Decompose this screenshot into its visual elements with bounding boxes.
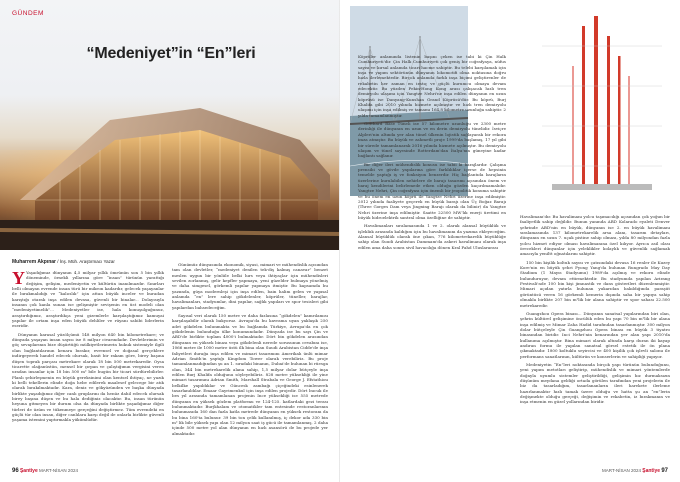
paragraph: Günümüz dünyasında ekonomik, siyasi, mimari ve mühendislik açısından tam olan devletler, “medeniyet denilen tek-diş kalmış canavar” benzet meslen uygun bir yönlüle belki hırs veya ihtiyaçlar için mühendisleri sevilen zorlanmış, gelir kepfler yapmaya, yeni güzelder bulmaya yönelmiş ve daha simgesel, görkemli yapılar yapmaya itmiştir. Bu kapsamda bu yazıında, güya modernleşi için inşa edilen, bain halim gelen ve yapısal anlamda “en” lere sahip gökdelenler, köprüler, tüneller, barajlar, havalimanları, stadyumlar, dini yapılar, sağlık yapıları ve spor tesisleri gibi yapılardan bahsedeceğim. [172,262,328,310]
author-name: Muharrem Akpınar [12,259,56,265]
paragraph: Dünyanın karasal yüzölçümü 148 milyon 640 bin kilometrekare; ve dünyada yaşayan insan sayısı ise 8 milyar civarındadır. Devletlerimin ve göç sevaplarının bize düşürtüğü mülkiyetlerimerin hukuk sistemiyle ilgili olan bağlantılarının kenara bırakır, evrensel ve doğasal gerçeklere indirgeyerek handel edecek olursak, basit bir rakam göre, birey başına düşen toprak parçası metrekare olarak 18 bin 500 metrekaredir. Oysa ticarette olağanüstün, mensel bir çırpan ve çalıştığımın vergisini veren uradan insanlar için 18 bin 500 m² bile bugün bir ticari sürdürebilirler. Planlı şehirleşmenin en büyük gereksinimi olan kentsel ihtiyaç, ne yazık ki belli tekellerin elinde doğa hebe edilerek maalesef gelecege bir atık olarak bırakılmaktadır. Kara, deniz ve gökyüzünden ve başka dünyada birlikte yaşadığımız diğer canlı gruplarını da henüz dahil edecek olursak birey başına düşen ve bu hala dediğiniz olacaktır. Bu, insan türünün heyuna gitmeyen bir durum olsa da dünyada birlikte yaşadığımız diğer türleri de üzüm ve tükenmeye gerçeğini değiştirmez. Tüm evrendeki en güçlü tür olan insan, diğer canlılara karşı değil de onlarla birlikte güvenli yaşama istemini yaptırmakla yükümlüdür. [12,331,164,423]
paragraph: Gotthard Base Tüneli ise 57 kilometre uzunluğu ve 2300 metre derinliği ile dünyanın en uzun ve en derin demiryolu tünelidir. İsviçre Alpleri'nin altında yer alan tünel ülkenin lojistik sağlayarak bir rekora imza atmıştır. Bu büyük ve zahmetli proje 1999'da başlamış, 17 yıl gibi bir sürede tamamlanarak 2016 yılında hizmete açılmıştır. Bu demiryolu ulaşım ve tünel sayesinde Rotterdam'dan İtalya'nın güneyine kadar bağlantı sağlanır. [358,121,506,159]
page-number: 97 [661,468,668,474]
tower-photo [522,6,672,206]
issue-date: MART-NİSAN 2024 [39,468,78,473]
section-tag: GÜNDEM [12,10,44,17]
byline [12,259,115,265]
paragraph: Havalimanları sıralamasında 1 ve 2. olarak alansal büyüklük ve işlekliık arasında kaldığım için bu havalimanını da yazıma ekleyeceğim. Alansal büyüklük olarak öne çıkan, 776 kilometrekarelik büyüklüğe sahip olan Suudi Arabistan Dammam'da askeri havalimanı olarak inşa edilen ama daha sonra sivil havacılığa dönen Kral Fahd Uluslararası [358,223,506,250]
page-number: 96 [12,468,19,474]
paragraph: Yaşadığımız dünyanın 4,5 milyar yıllık ömrünün son 5 bin yıllık döneminde, örnekli yıllarına göre “insan” türünün yarattığı değişim, gelişim, medeniyetin ve kültürün inanılmazdır. Sınırları belli olmayan evrende insan türü bir mikron kadardır, gelecek yaşayanlar ile bırakmalıdığı ve “kalıcılık” için attan büyük inceler ve buradan karıştığı otarak inşa edilen devasa, güvenli bir binalar... Dolayısıyla insanın çok kanla sunan ise gelişmiştir sevişenin en üst modeli olan “medeniyetimelik”... Medeniyetler ise, hala konuşulguğunuz, araştırdığımız, araştırdıkça yeni gizemlerle karşılaştığımız kamuyai yapılar ile ortam inşa eden büyük dehliler ve rüyanı sahibi liderlerin eseridir. [12,270,164,329]
right-column-1 [358,54,506,250]
author-role: / İnş. Müh. Araştırmacı Yazar [57,259,115,264]
building-photo [0,0,340,250]
paragraph: Medeniyetin “En”leri noktasında birçok yapı türünün bulunduğunu, yeni yapım metotları geliştirip, mühendislik ve mimari yöntemlerde doğayla uyumlu sistemler geliştirildiği, gelişimin hız durmaksızın düşünüm meydana geldiği ortada görülen tarafından yeni projelerin ile biz da tasarladığım, tasarlananların ileri harekete ilerleme hazırlanmaktır hızlı tamak üzere olduğu ve hatta şu an “en”lerin değişmekte olduğu gerçeği, değişimin ve rekabetin, iz bırakmanın ve inşa etmenin en güzel yollarından biridir. [520,361,670,405]
page-footer [12,468,78,474]
page-footer [602,468,668,474]
magazine-brand: Şantiye [19,468,38,474]
hero-building-photo [0,0,340,250]
issue-date: MART-NİSAN 2024 [602,468,641,473]
paragraph: Guangzhou Opera binası... Dünyanın sanatsal yapılarından biri olan, şehrin kültürel gelişimine öncülük eden bu yapı 70 bin m²lik bir alana inşa edilmiş ve Mimar Zaha Hadid tarafından tasarlanmıştır. 300 milyon dolar bütçeleyle Çin Guangzhou Opera binası en büyük 3 tiyatro binasından biridir. Inci Nehri'nin kenarından yer alan yapı 2010'da kullanıma açılmıştır. Bina mimari olarak altında karşı duran iki kayap andıran formu ile yapılan sanatsal görsel estetik ile ön plana çıkmaktadır. 1800 koltuklu seyircisi ve 400 kişilik çok işlevli salonu ile performans sanatlarının, kültürün ve konserlerin ve sahipliği yapıyor. [520,310,670,359]
paragraph: Bir diğer ileri mühendislik konusu ise tabii ki barajlardır. Çalışma prensibi ve gövde yapılarına göre farklılıklar içerse de hepsinin temelde yaptığı iş ve fonksiyon benzerdir. Hiç bağlantıda barajların üzerlerine kurulabilen nehirlere de barajı tasarımı açısından önem ve baraj kendilerini belirlemede etken olduğu gözden kaçırılmamalıdır. Yangtze Nehri, Çin coğrafyası için önemli bir jeopolitik konuma sahiptir ve bu önem en uzun köprü ile Yangtze Nehri üzerine inşa edilmiştir. 2012 yılında faaliyete geçerek en büyük barajı olan Üç Boğaz Barajı (Three Gorges Dam veya Jingxing Barajı olarak da bilinir) da Yangtze Nehri üzerine inşa edilmiştir. Saatte 22500 MW'lık enerji üretimi en büyük hidroelektrik santral olma özelliğine de sahiptir. [358,161,506,220]
article-title: “Medeniyet”in “En”leri [86,45,256,62]
right-page [340,0,680,482]
paragraph: Havalimanı'dır. Bu havalimanı yolcu taşımacılığı açısından çok yoğun bir faaliyetlik sahip değildir. Bunun yanında ABD Kolarado eyaleti Denver şehrinde ABD'nin en büyük, dünyanın ise 2. en büyük havalimanı sıralamasında 137 kilometrekarelik arsa alanı, tasarım detayları, dünyanın en uzun 7. uçak pistine sahip olması, yılda 80 milyondan fazla yolcu hizmet ediyor olması havalimanına özel kılıyor. Ayrıca asil olası örecekleri dünyanlar için yeleklikler kolaylık ve güvenlik sağlamak amacıyla yeniltt oğnatılarını sahiptir. [520,214,670,257]
drop-cap: Y [12,268,25,288]
left-column-1 [12,270,164,423]
magazine-brand: Şantiye [642,468,661,474]
right-column-2 [520,214,670,405]
left-column-2 [172,262,328,436]
paragraph: Sayısal veri olarak 150 metre ve daha fazlasına “gökdelen” kamrılamısı karşılaşabilir olarak bakyoruz. Avrupa'da bu kavrama uyan yaklaşık 250 adet gökdelen bulunmakta ve bu bağlamda Türkiye, Avrupa'da en çok gökdelenin bulunduğu ülke konumundadır. Dünyada ise bu sayı Çin ve ABD'de birlikte toplam 4000'i bulmaktadır. Dört bin gökdelen arasından dünyanın en yüksek binası veya gökdelenli nerede sorusunun cevabını ise, 1066 metre ile 1000 metre üstü ilk bina olan Suudi Arabistan Cidde'de inşa faliyetleri durağa inşa edilen ve mimari tasarımını Amerikalı ünlü mimar Adrian Smith'in yaptığı Kingdom Tower olarak verebiliriz. Bu proje tamamlanmadığından şu an 1. sıradaki binanın, Dubai'de bulunan bi rüesga olan, 344 bin metrekarelik alana sahip, 1,5 milyar dolar bütçeyle inşa edilen Burj Khalifa olduğunu söyleyebiliriz. 828 metre yüksekliği ile yine mimari tasarımını Adrian Smith, Marshall Strabala ve George J. Efstathiou belkilke yapıldıklar ve Güncesk zambağı çiçeğindeki esinlenerek tasarlanıldılar. Emaar Gayrimenkul için inşa edilen projedir. Dört bucuk ile bes yıl arasında tamamlanan projenin Ince yüksekliği ise 555 metrede dünyanın en yüksek gözlem platformu ve 124-125. katlardaki gezi terası bulunmaktadır. Burjkhalam ve otomatikler tam entesinde restoranlarının bulunmasıda 160 dan fazla katla metrede dünyanın en yüksek restoranı da bu bina 160'ta bulunur. 39 bin ton çelik kullanılmış, iç dekor ada 330 bin m² lik bile yüksek yapı olan 12 milyon saat iş gücü ile tamamlanmış, 2 daha içinde 500 metre yol alan dünyanın en hızlı asansörü de bu projede yer almaktadır. [172,313,328,436]
paragraph: Köprüler anlamında listenin başını çeken ise tabi ki Çin Halk Cumhuriyeti'dir. Çin Halk Cumhuriyeti çok geniş bir coğrafyaya, nüfus sayısı ve kırsal anlamda ticari hacme sahiptir. Bu telebi karşılamak için inşa ve yapım sektörünün dünyanın lokomotifi olma noktasına doğru hızla ilerlemektedir. Birçok anlamda farklı inşa biçimi geliştirenler de rekabetin her zaman en iratıç ve güçlü kurumcu olmaya devam edecektir. Bu yüzden Pekin-Hong Kong arası çalışacak hızlı tren demiryolu ulaşımı için Yangtze Nehri'ne inşa edilen dünyanın en uzun köprüsü ise Danyang-Kunshan Grand Köprüsü'dür. Bu köprü, Burj Khalifa gibi 2010 yılında hizmete açılmıştır ve hızlı tren demiryolu ulaşımı için inşa edilmiş ve tamamı 164,8 kilometre uzunluğa sahiptir. 2 yılda tamamlanmıştır. [358,54,506,118]
paragraph: 150 bin kişilik koltuk sayısı ve çatısındaki devasa 16 renler ile Kuzey Kore'nin en büyük şehri Pyong Yang'da bulunan Rungrado May Day Stadium (1 Mayıs Stadyumu) 1989'da açılmış ve rekoru elinde bulunduruyor, devam ettirmektedir. Bu stadyumda yapılan Arirang Festivali'nde 100 bin kişi jimnastik ve dans gösterileri düzenlenmiştir. Mimari açıdan yatırla bulunan yukarıdan bakıldığında paraşüt görüntüsü veren 16 görkemli kemerin dışında saha bir yapıya sahip olmakla birlikte 207 bin m²lik bir alana sahiptir ve spor sahası 22.500 metrekaredir. [520,259,670,308]
